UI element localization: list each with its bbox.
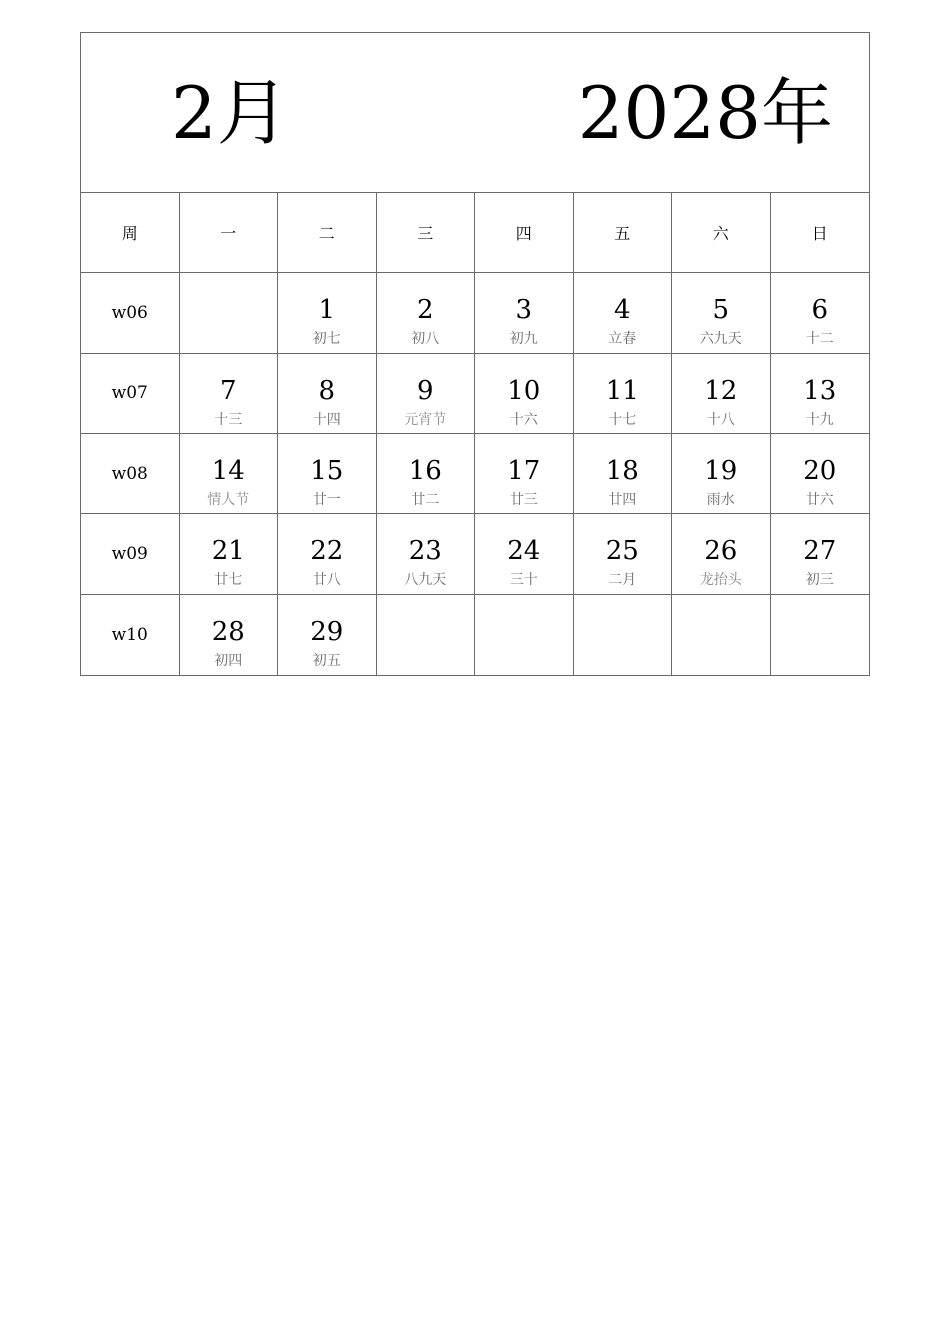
day-cell — [574, 514, 673, 594]
day-cell — [475, 434, 574, 514]
lunar-date: 初九 — [509, 331, 538, 348]
day-cell — [180, 354, 279, 434]
day-number: 5 — [712, 295, 730, 326]
day-number: 7 — [219, 375, 237, 406]
lunar-date: 十四 — [312, 411, 341, 428]
lunar-date: 立春 — [608, 331, 637, 348]
day-cell — [475, 354, 574, 434]
day-cell — [574, 354, 673, 434]
lunar-date: 廿四 — [608, 492, 637, 508]
day-number: 18 — [605, 456, 639, 486]
week-column-header: 周 — [81, 193, 180, 273]
weekday-header: 日 — [771, 193, 870, 273]
lunar-date: 十六 — [509, 411, 538, 428]
day-number: 12 — [704, 375, 738, 406]
day-cell — [475, 514, 574, 594]
lunar-date: 十八 — [706, 411, 735, 428]
week-number: w09 — [81, 514, 180, 594]
lunar-date: 廿六 — [805, 492, 834, 508]
weekday-header: 四 — [475, 193, 574, 273]
empty-day-cell — [574, 595, 673, 675]
day-number: 16 — [408, 456, 442, 486]
weekday-header: 三 — [377, 193, 476, 273]
empty-day-cell — [672, 595, 771, 675]
day-number: 21 — [211, 536, 245, 567]
day-number: 2 — [416, 295, 434, 326]
day-cell — [672, 273, 771, 353]
lunar-date: 廿七 — [214, 572, 243, 589]
lunar-date: 十二 — [805, 331, 834, 348]
lunar-date: 初三 — [805, 572, 834, 589]
lunar-date: 初五 — [312, 652, 341, 669]
lunar-date: 初八 — [411, 331, 440, 348]
empty-day-cell — [475, 595, 574, 675]
lunar-date: 初七 — [312, 331, 341, 348]
day-cell — [377, 514, 476, 594]
day-cell — [475, 273, 574, 353]
calendar-header — [81, 33, 869, 193]
empty-day-cell — [377, 595, 476, 675]
day-cell — [672, 354, 771, 434]
day-cell — [180, 434, 279, 514]
lunar-date: 十七 — [608, 411, 637, 428]
day-number: 14 — [211, 456, 245, 486]
day-number: 23 — [408, 536, 442, 567]
day-cell — [278, 273, 377, 353]
day-cell — [180, 595, 279, 675]
lunar-date: 八九天 — [404, 572, 447, 589]
day-cell — [771, 434, 870, 514]
lunar-date: 三十 — [509, 572, 538, 589]
calendar — [80, 32, 870, 676]
day-cell — [771, 354, 870, 434]
day-cell — [377, 273, 476, 353]
day-cell — [574, 273, 673, 353]
day-cell — [278, 434, 377, 514]
weekday-header: 六 — [672, 193, 771, 273]
lunar-date: 廿八 — [312, 572, 341, 589]
day-cell — [278, 595, 377, 675]
day-cell — [180, 514, 279, 594]
day-cell — [771, 514, 870, 594]
day-number: 4 — [613, 295, 631, 326]
lunar-date: 十三 — [214, 411, 243, 428]
lunar-date: 六九天 — [699, 331, 742, 348]
lunar-date: 初四 — [214, 652, 243, 669]
day-number: 20 — [803, 456, 837, 486]
lunar-date: 十九 — [805, 411, 834, 428]
lunar-date: 廿二 — [411, 492, 440, 508]
day-number: 6 — [811, 295, 829, 326]
day-cell — [278, 354, 377, 434]
day-number: 10 — [507, 375, 541, 406]
lunar-date: 廿一 — [312, 492, 341, 508]
day-number: 3 — [515, 295, 533, 326]
lunar-date: 二月 — [608, 572, 637, 589]
day-number: 29 — [310, 616, 344, 647]
day-number: 11 — [605, 375, 639, 406]
day-number: 15 — [310, 456, 344, 486]
day-cell — [377, 434, 476, 514]
week-number: w07 — [81, 354, 180, 434]
empty-day-cell — [771, 595, 870, 675]
day-number: 17 — [507, 456, 541, 486]
day-number: 24 — [507, 536, 541, 567]
festival-label: 情人节 — [207, 492, 250, 508]
lunar-date: 雨水 — [706, 492, 735, 508]
month-title: 2月 — [171, 71, 289, 155]
week-number: w06 — [81, 273, 180, 353]
day-number: 27 — [803, 536, 837, 567]
day-number: 8 — [318, 375, 336, 406]
weekday-header: 一 — [180, 193, 279, 273]
empty-day-cell — [180, 273, 279, 353]
week-number: w10 — [81, 595, 180, 675]
lunar-date: 廿三 — [509, 492, 538, 508]
weekday-header: 二 — [278, 193, 377, 273]
day-number: 22 — [310, 536, 344, 567]
day-number: 9 — [416, 375, 434, 406]
day-cell — [278, 514, 377, 594]
day-cell — [377, 354, 476, 434]
day-number: 25 — [605, 536, 639, 567]
day-cell — [672, 514, 771, 594]
year-title: 2028年 — [577, 71, 833, 155]
day-cell — [574, 434, 673, 514]
day-cell — [771, 273, 870, 353]
festival-label: 元宵节 — [404, 411, 447, 428]
festival-label: 龙抬头 — [699, 572, 742, 589]
weekday-header: 五 — [574, 193, 673, 273]
calendar-grid — [81, 193, 869, 675]
day-number: 1 — [318, 295, 336, 326]
day-number: 28 — [211, 616, 245, 647]
week-number: w08 — [81, 434, 180, 514]
day-number: 13 — [803, 375, 837, 406]
day-number: 19 — [704, 456, 738, 486]
day-cell — [672, 434, 771, 514]
day-number: 26 — [704, 536, 738, 567]
